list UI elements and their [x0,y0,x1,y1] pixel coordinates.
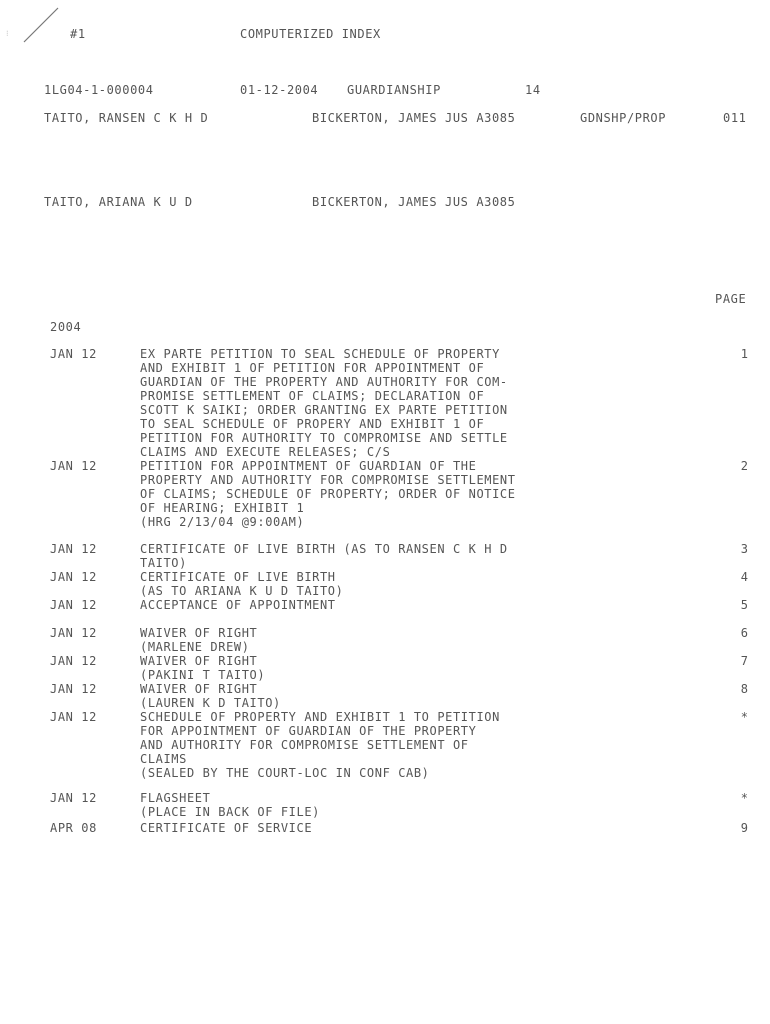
entry-description [140,710,580,780]
entry-description [140,791,580,819]
case-count: 14 [525,83,541,97]
entry-date: JAN 12 [50,347,97,361]
entry-description-line: PROMISE SETTLEMENT OF CLAIMS; DECLARATION OF [140,389,485,403]
entry-description-line: FOR APPOINTMENT OF GUARDIAN OF THE PROPERTY [140,724,477,738]
entry-description-line: GUARDIAN OF THE PROPERTY AND AUTHORITY FOR COM- [140,375,508,389]
entry-description-line: OF CLAIMS; SCHEDULE OF PROPERTY; ORDER OF NOTICE [140,487,516,501]
entry-date: JAN 12 [50,626,97,640]
entry-date: JAN 12 [50,654,97,668]
entry-description [140,821,580,835]
entry-date: APR 08 [50,821,97,835]
party-code: 011 [723,111,747,125]
case-type: GUARDIANSHIP [347,83,441,97]
entry-date: JAN 12 [50,598,97,612]
entry-description-line: (PLACE IN BACK OF FILE) [140,805,320,819]
entry-description-line: OF HEARING; EXHIBIT 1 [140,501,305,515]
entry-page-number: 3 [740,542,748,556]
entry-description-line: WAIVER OF RIGHT [140,654,258,668]
entry-description [140,682,580,710]
entry-description-line: AND EXHIBIT 1 OF PETITION FOR APPOINTMENT OF [140,361,485,375]
entry-description-line: (HRG 2/13/04 @9:00AM) [140,515,305,529]
entry-description-line: WAIVER OF RIGHT [140,626,258,640]
entry-description-line: CERTIFICATE OF LIVE BIRTH [140,570,336,584]
entry-description [140,570,580,598]
entry-description-line: (AS TO ARIANA K U D TAITO) [140,584,344,598]
entry-page-number: 8 [740,682,748,696]
entry-description-line: AND AUTHORITY FOR COMPROMISE SETTLEMENT OF [140,738,469,752]
entry-page-number: 4 [740,570,748,584]
page-column-header: PAGE [715,292,747,306]
entry-description-line: (LAUREN K D TAITO) [140,696,281,710]
entry-date: JAN 12 [50,570,97,584]
entry-description [140,459,580,529]
entry-page-number: 5 [740,598,748,612]
entry-page-number: 1 [740,347,748,361]
entry-description [140,347,580,459]
pen-stroke-mark [0,0,70,50]
entry-description-line: WAIVER OF RIGHT [140,682,258,696]
entry-page-number: 9 [740,821,748,835]
entry-date: JAN 12 [50,791,97,805]
page-title: COMPUTERIZED INDEX [240,27,381,41]
entry-description [140,654,580,682]
year-heading: 2004 [50,320,82,334]
entry-description-line: ACCEPTANCE OF APPOINTMENT [140,598,336,612]
party-name: TAITO, RANSEN C K H D [44,111,209,125]
case-number: 1LG04-1-000004 [44,83,154,97]
entry-description-line: EX PARTE PETITION TO SEAL SCHEDULE OF PROPERTY [140,347,500,361]
party-category: GDNSHP/PROP [580,111,667,125]
entry-date: JAN 12 [50,710,97,724]
entry-description [140,598,580,612]
svg-text:⁝: ⁝ [6,29,9,38]
entry-description-line: (MARLENE DREW) [140,640,250,654]
index-tag: #1 [70,27,86,41]
entry-description-line: CLAIMS [140,752,187,766]
entry-description-line: CERTIFICATE OF LIVE BIRTH (AS TO RANSEN C K H D [140,542,508,556]
entry-description-line: CLAIMS AND EXECUTE RELEASES; C/S [140,445,391,459]
entry-description-line: (PAKINI T TAITO) [140,668,266,682]
entry-description-line: (SEALED BY THE COURT-LOC IN CONF CAB) [140,766,430,780]
entry-page-number: * [740,710,748,724]
entry-page-number: * [740,791,748,805]
entry-description [140,626,580,654]
entry-description-line: PROPERTY AND AUTHORITY FOR COMPROMISE SETTLEMENT [140,473,516,487]
case-date: 01-12-2004 [240,83,319,97]
entry-description-line: TAITO) [140,556,187,570]
entry-description-line: TO SEAL SCHEDULE OF PROPERY AND EXHIBIT 1 OF [140,417,485,431]
entry-date: JAN 12 [50,542,97,556]
entry-page-number: 2 [740,459,748,473]
entry-description-line: SCOTT K SAIKI; ORDER GRANTING EX PARTE PETITION [140,403,508,417]
entry-date: JAN 12 [50,682,97,696]
party-judge: BICKERTON, JAMES JUS A3085 [312,111,516,125]
party-name: TAITO, ARIANA K U D [44,195,193,209]
party-judge: BICKERTON, JAMES JUS A3085 [312,195,516,209]
entry-description-line: FLAGSHEET [140,791,211,805]
entry-description [140,542,580,570]
entry-page-number: 7 [740,654,748,668]
entry-description-line: PETITION FOR AUTHORITY TO COMPROMISE AND SETTLE [140,431,508,445]
entry-date: JAN 12 [50,459,97,473]
entry-description-line: CERTIFICATE OF SERVICE [140,821,313,835]
entry-page-number: 6 [740,626,748,640]
entry-description-line: SCHEDULE OF PROPERTY AND EXHIBIT 1 TO PETITION [140,710,500,724]
entry-description-line: PETITION FOR APPOINTMENT OF GUARDIAN OF THE [140,459,477,473]
